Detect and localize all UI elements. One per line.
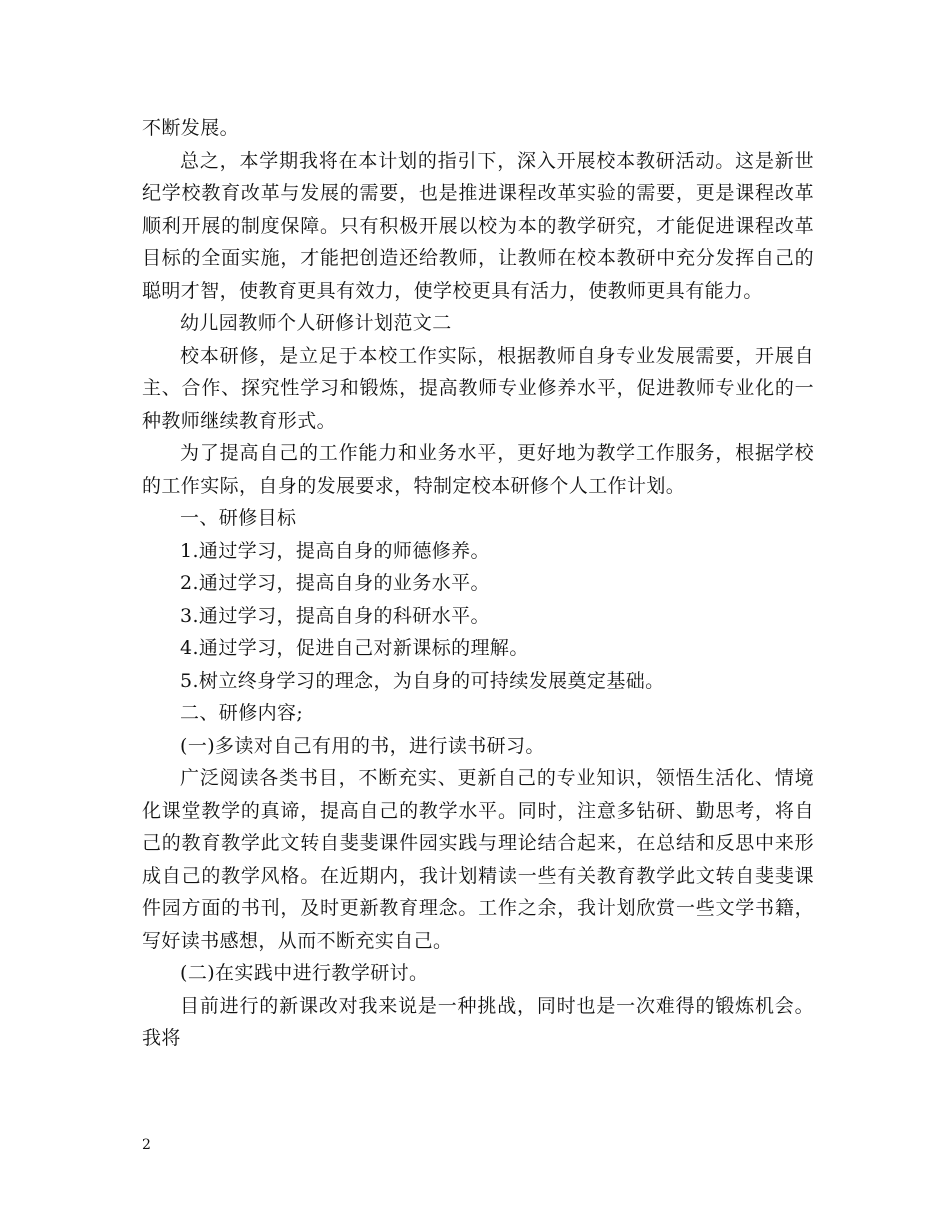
section-title: 幼儿园教师个人研修计划范文二 — [180, 312, 452, 334]
paragraph: 校本研修，是立足于本校工作实际，根据教师自身专业发展需要，开展自主、合作、探究性学习和锻炼，提高教师专业修养水平，促进教师专业化的一种教师继续教育形式。 — [142, 344, 814, 432]
list-item: 4.通过学习，促进自己对新课标的理解。 — [180, 637, 529, 659]
page-number: 2 — [142, 1137, 151, 1153]
subheading: (二)在实践中进行教学研讨。 — [180, 962, 429, 984]
list-item: 1.通过学习，提高自身的师德修养。 — [180, 539, 490, 562]
heading-research-content: 二、研修内容; — [180, 702, 304, 724]
paragraph: 为了提高自己的工作能力和业务水平，更好地为教学工作服务，根据学校的工作实际，自身的发展要求，特制定校本研修个人工作计划。 — [142, 442, 814, 497]
body-text — [142, 112, 814, 1055]
list-item: 2.通过学习，提高自身的业务水平。 — [180, 572, 490, 594]
paragraph: 不断发展。 — [142, 117, 240, 139]
paragraph: 总之，本学期我将在本计划的指引下，深入开展校本教研活动。这是新世纪学校教育改革与发展的需要，也是推进课程改革实验的需要，更是课程改革顺利开展的制度保障。只有积极开展以校为本的教学研究，才能促进课程改革目标的全面实施，才能把创造还给教师，让教师在校本教研中充分发挥自己的聪明才智，使教育更具有效力，使学校更具有活力，使教师更具有能力。 — [142, 149, 814, 302]
subheading: (一)多读对自己有用的书，进行读书研习。 — [180, 734, 545, 757]
list-item: 5.树立终身学习的理念，为自身的可持续发展奠定基础。 — [180, 669, 665, 692]
heading-research-goals: 一、研修目标 — [180, 507, 297, 529]
paragraph: 目前进行的新课改对我来说是一种挑战，同时也是一次难得的锻炼机会。我将 — [142, 994, 814, 1049]
list-item: 3.通过学习，提高自身的科研水平。 — [180, 604, 490, 627]
paragraph: 广泛阅读各类书目，不断充实、更新自己的专业知识，领悟生活化、情境化课堂教学的真谛，提高自己的教学水平。同时，注意多钻研、勤思考，将自己的教育教学此文转自斐斐课件园实践与理论结合起来，在总结和反思中来形成自己的教学风格。在近期内，我计划精读一些有关教育教学此文转自斐斐课件园方面的书刊，及时更新教育理念。工作之余，我计划欣赏一些文学书籍，写好读书感想，从而不断充实自己。 — [142, 767, 814, 952]
